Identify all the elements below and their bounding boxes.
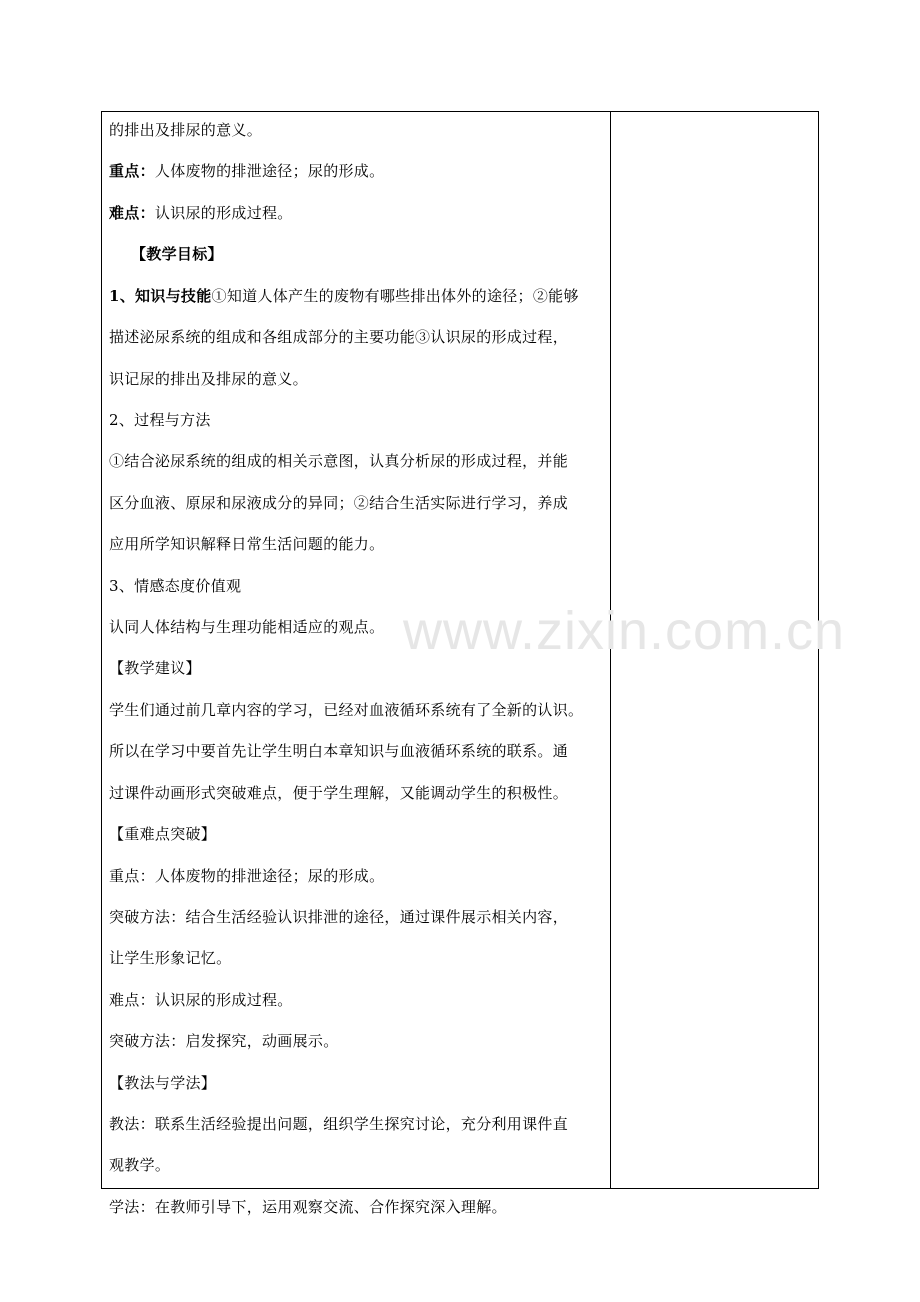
text-line: 突破方法：结合生活经验认识排泄的途径，通过课件展示相关内容， (109, 908, 569, 926)
key-point-line: 重点：人体废物的排泄途径；尿的形成。 (109, 162, 385, 180)
objective-knowledge-line: 1、知识与技能①知道人体产生的废物有哪些排出体外的途径；②能够 (109, 287, 579, 305)
text-line: 区分血液、原尿和尿液成分的异同；②结合生活实际进行学习，养成 (109, 494, 569, 512)
section-heading-objectives: 【教学目标】 (131, 245, 223, 263)
text-line: 的排出及排尿的意义。 (109, 121, 263, 139)
column-divider (610, 112, 611, 1188)
text-line: 学法：在教师引导下，运用观察交流、合作探究深入理解。 (109, 1198, 507, 1216)
text-line: 突破方法：启发探究，动画展示。 (109, 1032, 339, 1050)
text-line: 让学生形象记忆。 (109, 949, 232, 967)
text-line: 学生们通过前几章内容的学习，已经对血液循环系统有了全新的认识。 (109, 701, 584, 719)
objective-process-heading: 2、过程与方法 (109, 411, 211, 429)
text-line: 认同人体结构与生理功能相适应的观点。 (109, 618, 385, 636)
text-line: 识记尿的排出及排尿的意义。 (109, 370, 308, 388)
text-line: ①结合泌尿系统的组成的相关示意图，认真分析尿的形成过程，并能 (109, 452, 569, 470)
text-line: 过课件动画形式突破难点，便于学生理解，又能调动学生的积极性。 (109, 784, 569, 802)
text-line: 应用所学知识解释日常生活问题的能力。 (109, 535, 385, 553)
section-heading-suggestions: 【教学建议】 (109, 659, 201, 677)
lesson-content-cell (102, 112, 610, 1216)
text-line: 所以在学习中要首先让学生明白本章知识与血液循环系统的联系。通 (109, 742, 569, 760)
section-heading-breakthrough: 【重难点突破】 (109, 825, 217, 843)
text-line: 重点：人体废物的排泄途径；尿的形成。 (109, 867, 385, 885)
watermark: www.zixin.com.cn (403, 601, 846, 661)
objective-attitude-heading: 3、情感态度价值观 (109, 577, 242, 595)
difficulty-line: 难点：认识尿的形成过程。 (109, 204, 293, 222)
text-line: 难点：认识尿的形成过程。 (109, 991, 293, 1009)
text-line: 观教学。 (109, 1156, 171, 1174)
lesson-table (101, 111, 819, 1216)
section-heading-methods: 【教法与学法】 (109, 1074, 217, 1092)
text-line: 教法：联系生活经验提出问题，组织学生探究讨论，充分利用课件直 (109, 1115, 569, 1133)
text-line: 描述泌尿系统的组成和各组成部分的主要功能③认识尿的形成过程， (109, 328, 569, 346)
